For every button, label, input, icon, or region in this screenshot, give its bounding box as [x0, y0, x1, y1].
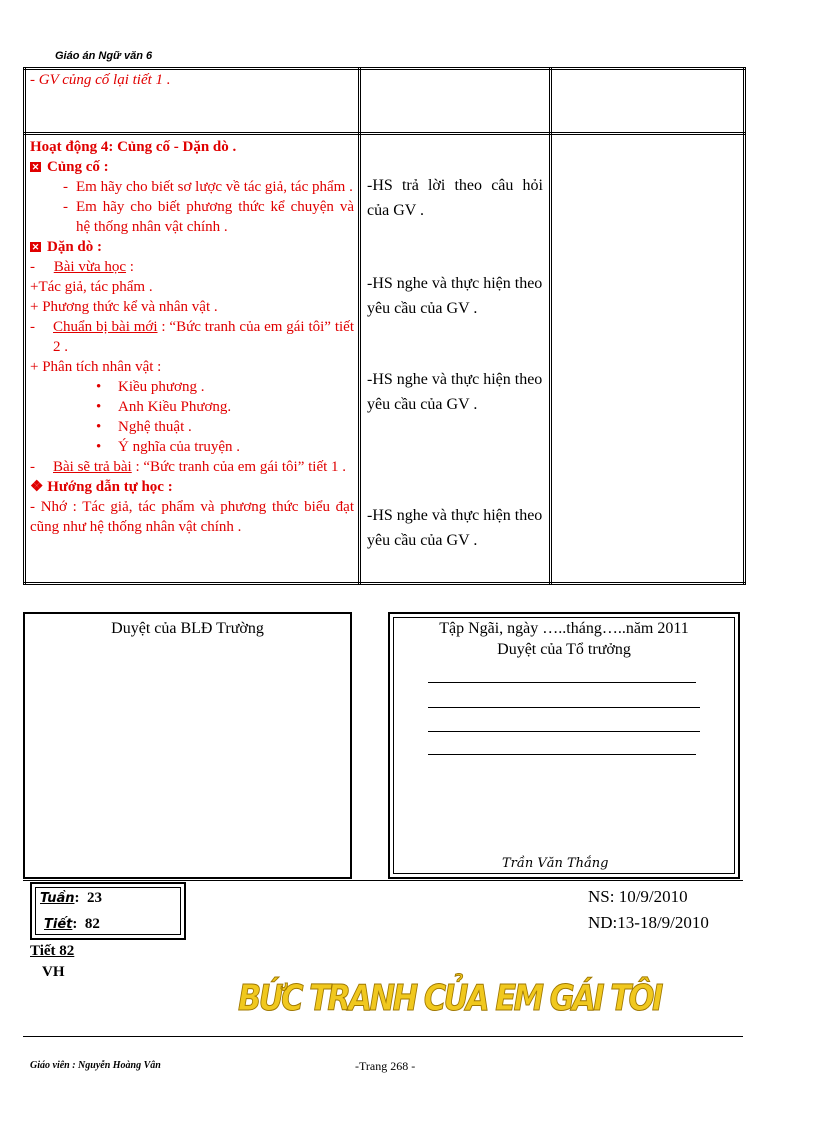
list-item: - Em hãy cho biết phương thức kể chuyện và hệ thống nhân vật chính .: [63, 199, 354, 235]
activity-cell: [25, 69, 360, 134]
signature-line: [428, 731, 700, 732]
signature-line: [428, 707, 700, 708]
list-item: - Bài vừa học :: [30, 259, 134, 275]
hs-response: -HS nghe và thực hiện theo yêu cầu của GV .: [367, 507, 543, 549]
approval-right-title: Duyệt của Tổ trưởng: [497, 641, 631, 658]
checkbox-icon: ✕: [31, 242, 40, 252]
list-item: • Kiều phương .: [96, 379, 205, 395]
student-cell: [360, 134, 551, 584]
tiet-row: Tiết: 82: [44, 916, 100, 932]
hs-response: -HS nghe và thực hiện theo yêu cầu của GV .: [367, 275, 543, 317]
list-item: • Ý nghĩa của truyện .: [96, 439, 241, 455]
activity-heading: Hoạt động 4: Củng cố - Dặn dò .: [30, 139, 237, 155]
huongdan-text: - Nhớ : Tác giả, tác phẩm và phương thức biểu đạt cũng như hệ thống nhân vật chính .: [30, 499, 354, 535]
signature-name: Trần Văn Thắng: [502, 856, 609, 871]
review-text: - GV củng cố lại tiết 1 .: [30, 72, 171, 88]
footer-page: -Trang 268 -: [355, 1059, 416, 1073]
diamond-icon: ❖: [30, 479, 48, 495]
tuan-tiet-box: [30, 882, 186, 940]
signature-line: [428, 682, 696, 683]
tiet-line: Tiết 82: [30, 943, 75, 959]
table-row: [25, 134, 745, 584]
dando-heading: ✕ Dặn dò :: [31, 239, 103, 255]
list-item: • Nghệ thuật .: [96, 419, 192, 435]
activity-cell: [25, 134, 360, 584]
list-item: + Phân tích nhân vật :: [30, 359, 162, 375]
approval-date: Tập Ngãi, ngày …..tháng…..năm 2011: [439, 620, 689, 637]
footer-teacher: Giáo viên : Nguyễn Hoàng Vân: [30, 1060, 161, 1071]
page-header: Giáo án Ngữ văn 6: [55, 50, 153, 62]
list-item: - Bài sẽ trả bài : “Bức tranh của em gái tôi” tiết 1 .: [30, 459, 347, 475]
list-item: - Em hãy cho biết sơ lược về tác giả, tác phẩm .: [63, 179, 353, 195]
vh-label: VH: [42, 964, 65, 980]
footer-divider: [23, 1036, 743, 1037]
student-cell: [360, 69, 551, 134]
approval-left-title: Duyệt của BLĐ Trường: [111, 620, 264, 637]
huongdan-heading: ❖ Hướng dẫn tự học :: [30, 479, 173, 495]
notes-cell: [551, 134, 745, 584]
list-item: + Phương thức kể và nhân vật .: [30, 299, 218, 315]
approval-right-box: [388, 612, 740, 879]
signature-line: [428, 754, 696, 755]
list-item: • Anh Kiều Phương.: [96, 399, 232, 415]
approval-left-box: [23, 612, 352, 879]
checkbox-icon: ✕: [31, 162, 40, 172]
cungco-heading: ✕ Củng cố :: [31, 159, 109, 175]
divider: [23, 880, 743, 881]
lesson-table: [23, 67, 746, 585]
notes-cell: [551, 69, 745, 134]
hs-response: -HS nghe và thực hiện theo yêu cầu của GV .: [367, 371, 543, 413]
tuan-row: Tuần: 23: [40, 890, 102, 906]
table-row: [25, 69, 745, 134]
hs-response: -HS trả lời theo câu hỏi của GV .: [367, 177, 543, 219]
nd-date: ND:13-18/9/2010: [588, 913, 709, 932]
list-item: +Tác giả, tác phẩm .: [30, 279, 153, 295]
ns-date: NS: 10/9/2010: [588, 887, 688, 906]
lesson-title: BỨC TRANH CỦA EM GÁI TÔI: [238, 978, 661, 1019]
list-item: - Chuẩn bị bài mới : “Bức tranh của em gái tôi” tiết 2 .: [30, 319, 354, 355]
